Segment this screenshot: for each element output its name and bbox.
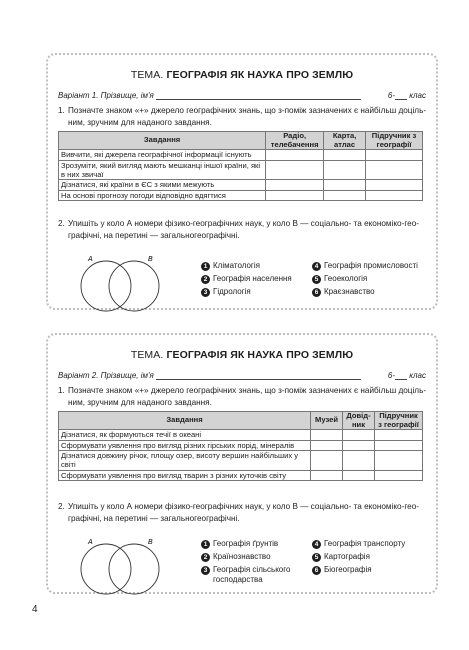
answer-cell[interactable] bbox=[311, 440, 343, 450]
number-badge-icon: 6 bbox=[312, 288, 321, 297]
answer-cell[interactable] bbox=[366, 180, 423, 190]
option-item bbox=[312, 552, 370, 562]
sources-table bbox=[58, 411, 423, 481]
option-item bbox=[312, 565, 372, 575]
option-label: Геоекологія bbox=[324, 274, 368, 283]
answer-cell[interactable] bbox=[266, 150, 324, 160]
title-topic: ГЕОГРАФІЯ ЯК НАУКА ПРО ЗЕМЛЮ bbox=[166, 349, 354, 361]
answer-cell[interactable] bbox=[266, 190, 324, 200]
title-prefix: ТЕМА. bbox=[130, 349, 164, 361]
option-item bbox=[201, 565, 303, 585]
option-item bbox=[201, 539, 278, 549]
answer-cell[interactable] bbox=[311, 470, 343, 480]
options-list bbox=[201, 539, 431, 589]
table-row bbox=[59, 160, 423, 180]
answer-cell[interactable] bbox=[343, 440, 375, 450]
question-text: Позначте знаком «+» джерело географічних знань, що з-поміж зазначених є найбільш доцільним, зручним для наданого завдання. bbox=[68, 386, 427, 407]
name-blank[interactable] bbox=[156, 99, 361, 100]
variant-label: Варіант 1. Прізвище, ім'я bbox=[58, 91, 154, 100]
topic-title bbox=[48, 69, 436, 81]
table-row bbox=[59, 180, 423, 190]
column-header: Підручник з географії bbox=[375, 412, 423, 430]
task-cell: На основі прогнозу погоди відповідно вдягтися bbox=[59, 190, 266, 200]
task-cell: Вивчити, які джерела географічної інформації існують bbox=[59, 150, 266, 160]
number-badge-icon: 6 bbox=[312, 566, 321, 575]
option-label: Гідрологія bbox=[213, 287, 251, 296]
variant-label: Варіант 2. Прізвище, ім'я bbox=[58, 371, 154, 380]
option-label: Географія населення bbox=[213, 274, 292, 283]
column-header: Довідник bbox=[343, 412, 375, 430]
option-label: Географія сільського господарства bbox=[213, 565, 291, 584]
column-header: Завдання bbox=[59, 412, 311, 430]
question-1 bbox=[58, 385, 428, 409]
worksheet-variant-1 bbox=[46, 53, 438, 310]
option-label: Країнознавство bbox=[213, 552, 271, 561]
class-suffix: клас bbox=[409, 371, 426, 380]
number-badge-icon: 2 bbox=[201, 553, 210, 562]
question-number: 2. bbox=[58, 502, 65, 511]
answer-cell[interactable] bbox=[324, 160, 366, 180]
number-badge-icon: 4 bbox=[312, 262, 321, 271]
table-header-row bbox=[59, 132, 423, 150]
venn-label-a: A bbox=[88, 539, 93, 546]
worksheet-variant-2 bbox=[46, 333, 438, 594]
answer-cell[interactable] bbox=[375, 470, 423, 480]
option-item bbox=[201, 287, 251, 297]
variant-line bbox=[58, 91, 426, 100]
number-badge-icon: 3 bbox=[201, 566, 210, 575]
sources-table bbox=[58, 131, 423, 201]
class-blank[interactable] bbox=[395, 379, 407, 380]
venn-diagram[interactable] bbox=[60, 250, 180, 312]
answer-cell[interactable] bbox=[366, 150, 423, 160]
option-item bbox=[201, 274, 292, 284]
task-cell: Дізнатися, як формуються течії в океані bbox=[59, 430, 311, 440]
table-row bbox=[59, 440, 423, 450]
question-number: 2. bbox=[58, 219, 65, 228]
answer-cell[interactable] bbox=[266, 180, 324, 190]
venn-circle-b[interactable] bbox=[109, 261, 159, 311]
option-label: Географія ґрунтів bbox=[213, 539, 279, 548]
venn-diagram[interactable] bbox=[60, 533, 180, 595]
answer-cell[interactable] bbox=[375, 430, 423, 440]
option-label: Географія транспорту bbox=[324, 539, 406, 548]
table-row bbox=[59, 470, 423, 480]
venn-label-a: A bbox=[88, 256, 93, 263]
answer-cell[interactable] bbox=[375, 440, 423, 450]
venn-label-b: B bbox=[148, 539, 153, 546]
column-header: Музей bbox=[311, 412, 343, 430]
class-prefix: 6- bbox=[387, 371, 396, 380]
venn-circle-a[interactable] bbox=[81, 261, 131, 311]
answer-cell[interactable] bbox=[366, 160, 423, 180]
title-topic: ГЕОГРАФІЯ ЯК НАУКА ПРО ЗЕМЛЮ bbox=[166, 69, 354, 81]
option-label: Краєзнавство bbox=[324, 287, 375, 296]
table-row bbox=[59, 150, 423, 160]
answer-cell[interactable] bbox=[343, 451, 375, 471]
question-1 bbox=[58, 105, 428, 129]
answer-cell[interactable] bbox=[324, 150, 366, 160]
answer-cell[interactable] bbox=[375, 451, 423, 471]
option-label: Кліматологія bbox=[213, 261, 260, 270]
option-label: Біогеографія bbox=[324, 565, 372, 574]
option-item bbox=[312, 261, 418, 271]
venn-circle-b[interactable] bbox=[109, 544, 159, 594]
name-blank[interactable] bbox=[156, 379, 361, 380]
question-number: 1. bbox=[58, 106, 65, 115]
task-cell: Сформувати уявлення про вигляд тварин з різних куточків світу bbox=[59, 470, 311, 480]
topic-title bbox=[48, 349, 436, 361]
option-label: Географія промисловості bbox=[324, 261, 418, 270]
number-badge-icon: 2 bbox=[201, 275, 210, 284]
title-prefix: ТЕМА. bbox=[130, 69, 164, 81]
table-row bbox=[59, 190, 423, 200]
number-badge-icon: 5 bbox=[312, 553, 321, 562]
options-list bbox=[201, 261, 431, 301]
question-text: Позначте знаком «+» джерело географічних знань, що з-поміж зазначених є найбільш доцільним, зручним для наданого завдання. bbox=[68, 106, 427, 127]
venn-label-b: B bbox=[148, 256, 153, 263]
option-item bbox=[312, 274, 367, 284]
number-badge-icon: 5 bbox=[312, 275, 321, 284]
answer-cell[interactable] bbox=[324, 180, 366, 190]
number-badge-icon: 1 bbox=[201, 262, 210, 271]
number-badge-icon: 1 bbox=[201, 540, 210, 549]
column-header: Радіо, телебачення bbox=[266, 132, 324, 150]
option-label: Картографія bbox=[324, 552, 370, 561]
task-cell: Дізнатися довжину річок, площу озер, висоту вершин найбільших у світі bbox=[59, 451, 311, 471]
answer-cell[interactable] bbox=[311, 430, 343, 440]
number-badge-icon: 4 bbox=[312, 540, 321, 549]
option-item bbox=[312, 287, 375, 297]
question-text: Упишіть у коло А номери фізико-географічних наук, у коло В — соціально- та економіко-географічні, на перетині — загальногеографічні. bbox=[68, 219, 419, 240]
column-header: Підручник з географії bbox=[366, 132, 423, 150]
column-header: Завдання bbox=[59, 132, 266, 150]
option-item bbox=[312, 539, 405, 549]
column-header: Карта, атлас bbox=[324, 132, 366, 150]
option-item bbox=[201, 261, 260, 271]
variant-line bbox=[58, 371, 426, 380]
table-row bbox=[59, 430, 423, 440]
question-2 bbox=[58, 218, 428, 242]
table-header-row bbox=[59, 412, 423, 430]
class-blank[interactable] bbox=[395, 99, 407, 100]
answer-cell[interactable] bbox=[343, 470, 375, 480]
question-2 bbox=[58, 501, 428, 525]
task-cell: Зрозуміти, який вигляд мають мешканці іншої країни, які в них звичаї bbox=[59, 160, 266, 180]
page-number: 4 bbox=[32, 604, 38, 615]
question-text: Упишіть у коло А номери фізико-географічних наук, у коло В — соціально- та економіко-географічні, на перетині — загальногеографічні. bbox=[68, 502, 419, 523]
number-badge-icon: 3 bbox=[201, 288, 210, 297]
option-item bbox=[201, 552, 271, 562]
question-number: 1. bbox=[58, 386, 65, 395]
class-prefix: 6- bbox=[387, 91, 396, 100]
answer-cell[interactable] bbox=[266, 160, 324, 180]
answer-cell[interactable] bbox=[311, 451, 343, 471]
task-cell: Сформувати уявлення про вигляд різних гірських порід, мінералів bbox=[59, 440, 311, 450]
venn-circle-a[interactable] bbox=[81, 544, 131, 594]
class-suffix: клас bbox=[409, 91, 426, 100]
task-cell: Дізнатися, які країни в ЄС з якими межують bbox=[59, 180, 266, 190]
table-row bbox=[59, 451, 423, 471]
answer-cell[interactable] bbox=[324, 190, 366, 200]
answer-cell[interactable] bbox=[343, 430, 375, 440]
answer-cell[interactable] bbox=[366, 190, 423, 200]
